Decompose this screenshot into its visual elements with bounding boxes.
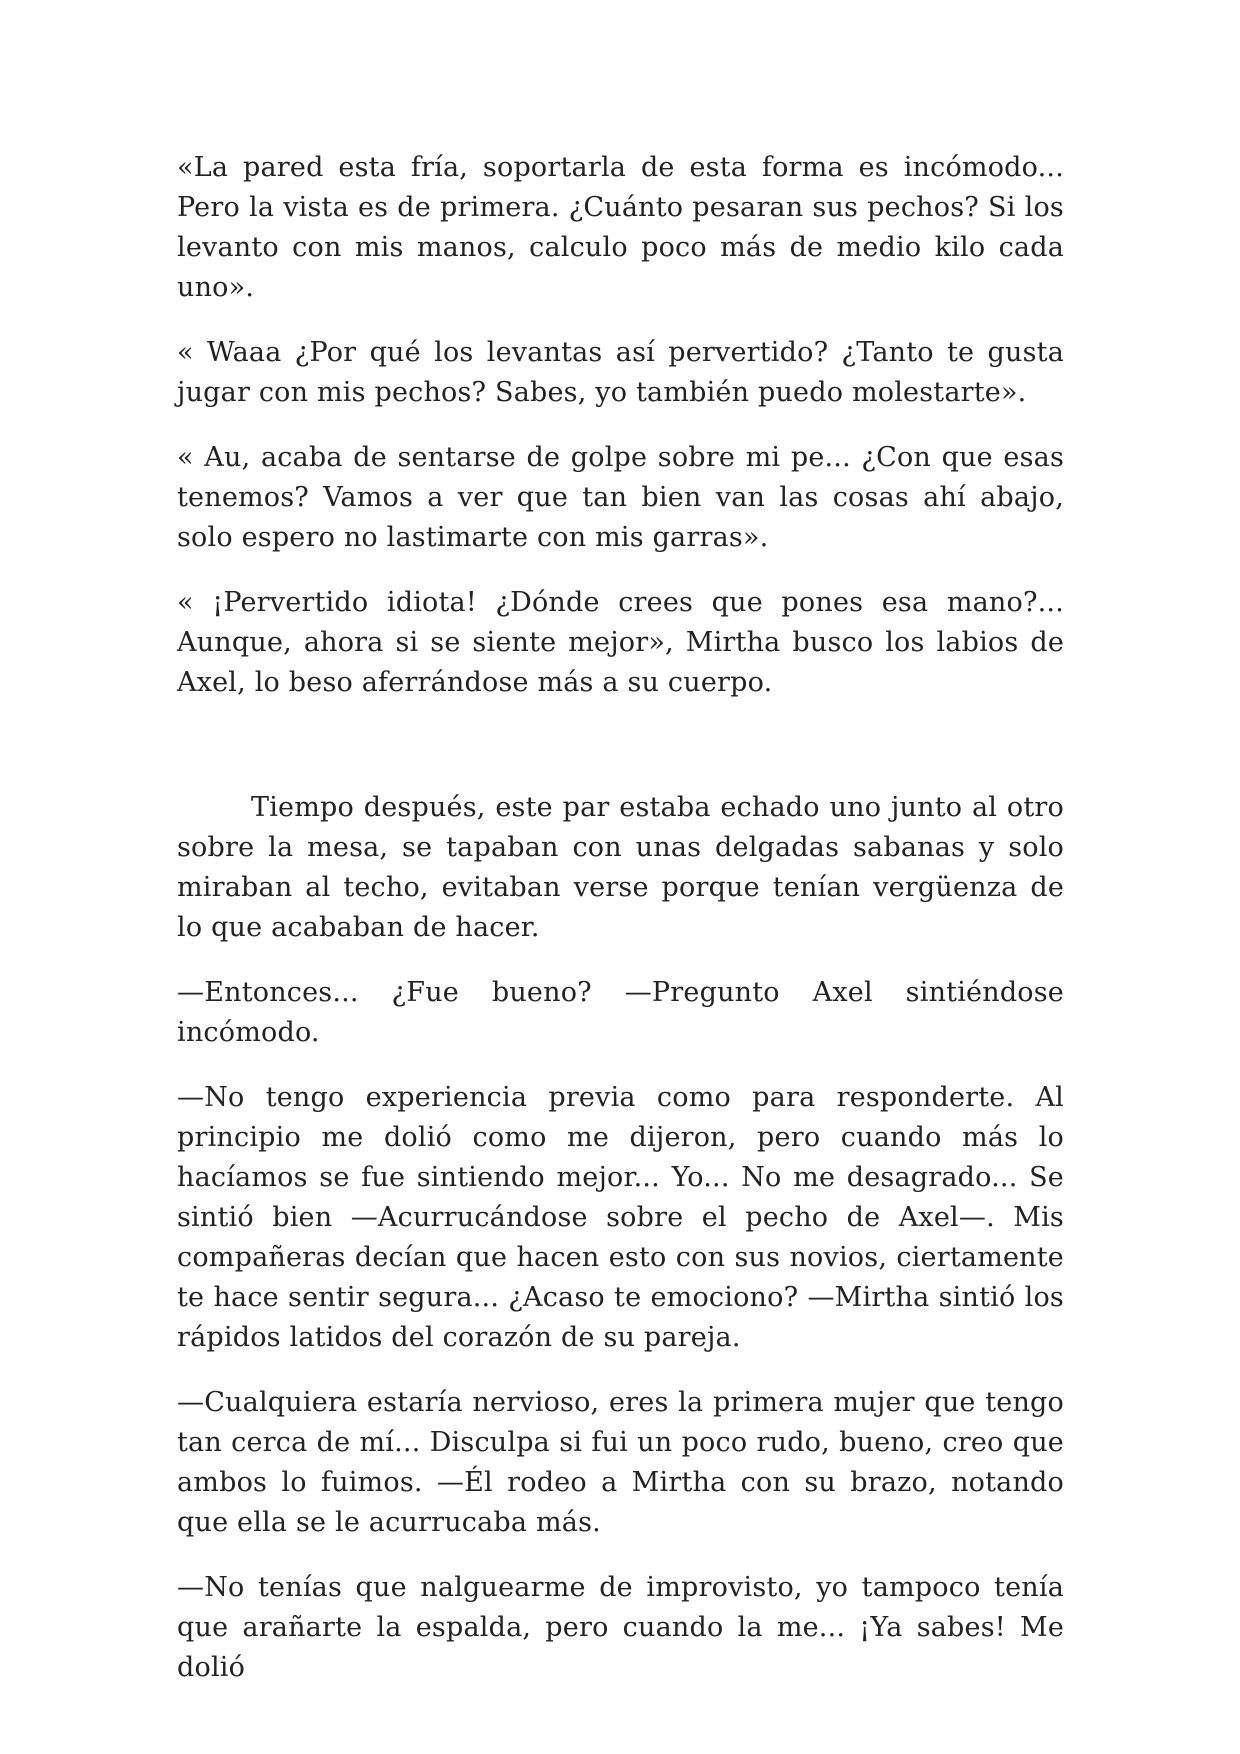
paragraph: « ¡Pervertido idiota! ¿Dónde crees que pones esa mano?... Aunque, ahora si se siente mejor», Mirtha busco los labios de Axel, lo beso aferrándose más a su cuerpo. [177,587,1064,698]
paragraph: —Cualquiera estaría nervioso, eres la primera mujer que tengo tan cerca de mí... Disculpa si fui un poco rudo, bueno, creo que ambos lo fuimos. —Él rodeo a Mirtha con su brazo, notando que ella se le acurrucaba más. [177,1387,1064,1538]
paragraph: « Waaa ¿Por qué los levantas así pervertido? ¿Tanto te gusta jugar con mis pechos? Sabes, yo también puedo molestarte». [177,337,1064,408]
paragraph: —No tenías que nalguearme de improvisto, yo tampoco tenía que arañarte la espalda, pero cuando la me... ¡Ya sabes! Me dolió [177,1572,1064,1683]
paragraph: —No tengo experiencia previa como para responderte. Al principio me dolió como me dijeron, pero cuando más lo hacíamos se fue sintiendo mejor... Yo... No me desagrado... Se sintió bien —Acurrucándose sobre el pecho de Axel—. Mis compañeras decían que hacen esto con sus novios, ciertamente te hace sentir segura... ¿Acaso te emociono? —Mirtha sintió los rápidos latidos del corazón de su pareja. [177,1082,1064,1353]
paragraph: «La pared esta fría, soportarla de esta forma es incómodo... Pero la vista es de primera. ¿Cuánto pesaran sus pechos? Si los levanto con mis manos, calculo poco más de medio kilo cada uno». [177,152,1064,303]
section-break [177,728,1064,788]
document-page [177,148,1064,1713]
paragraph: —Entonces... ¿Fue bueno? —Pregunto Axel sintiéndose incómodo. [177,977,1064,1048]
paragraph: « Au, acaba de sentarse de golpe sobre mi pe... ¿Con que esas tenemos? Vamos a ver que tan bien van las cosas ahí abajo, solo espero no lastimarte con mis garras». [177,442,1064,553]
paragraph: Tiempo después, este par estaba echado uno junto al otro sobre la mesa, se tapaban con unas delgadas sabanas y solo miraban al techo, evitaban verse porque tenían vergüenza de lo que acababan de hacer. [177,792,1064,943]
